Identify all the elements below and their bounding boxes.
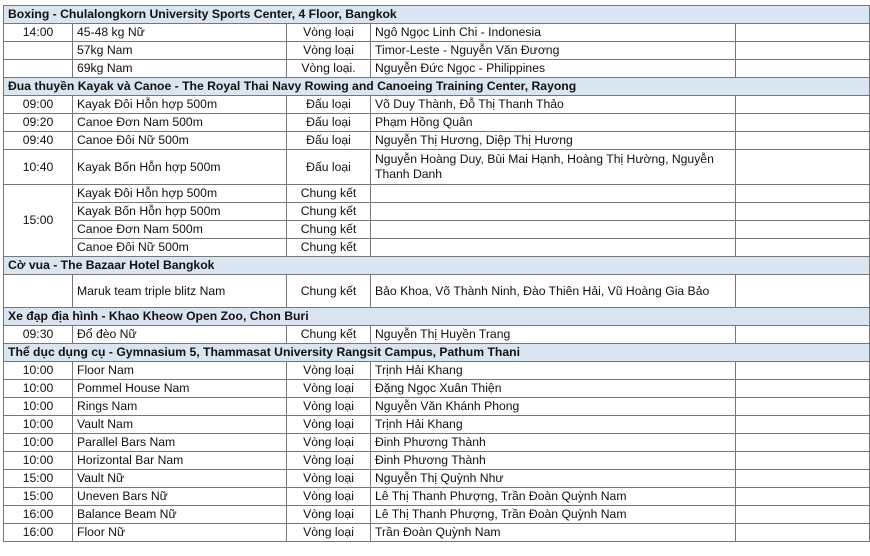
empty-cell[interactable] — [736, 203, 870, 221]
athletes-cell[interactable]: Đinh Phương Thành — [371, 452, 736, 470]
section-header-canoe — [4, 78, 870, 96]
empty-cell[interactable] — [736, 362, 870, 380]
time-cell[interactable]: 10:00 — [4, 362, 73, 380]
stage-cell[interactable]: Chung kết — [287, 221, 371, 239]
time-cell[interactable]: 10:00 — [4, 380, 73, 398]
athletes-cell[interactable] — [371, 239, 736, 257]
stage-cell[interactable]: Vòng loại — [287, 416, 371, 434]
section-header-gymnastics — [4, 344, 870, 362]
athletes-cell[interactable]: Ngô Ngọc Linh Chi - Indonesia — [371, 24, 736, 42]
athletes-cell[interactable]: Đinh Phương Thành — [371, 434, 736, 452]
athletes-cell[interactable]: Nguyễn Đức Ngọc - Philippines — [371, 60, 736, 78]
stage-cell[interactable]: Vòng loại — [287, 506, 371, 524]
event-cell[interactable]: Floor Nữ — [73, 524, 287, 542]
athletes-cell[interactable]: Nguyễn Thị Huyền Trang — [371, 326, 736, 344]
athletes-cell[interactable]: Trịnh Hải Khang — [371, 416, 736, 434]
table-row — [4, 239, 870, 257]
empty-cell[interactable] — [736, 452, 870, 470]
empty-cell[interactable] — [736, 524, 870, 542]
time-cell[interactable]: 16:00 — [4, 506, 73, 524]
stage-cell[interactable]: Đấu loại — [287, 96, 371, 114]
table-row — [4, 132, 870, 150]
athletes-cell[interactable]: Nguyễn Thị Hương, Diệp Thị Hương — [371, 132, 736, 150]
table-row — [4, 221, 870, 239]
stage-cell[interactable]: Chung kết — [287, 239, 371, 257]
empty-cell[interactable] — [736, 434, 870, 452]
empty-cell[interactable] — [736, 96, 870, 114]
time-cell[interactable]: 15:00 — [4, 470, 73, 488]
empty-cell[interactable] — [736, 132, 870, 150]
empty-cell[interactable] — [736, 380, 870, 398]
stage-cell[interactable]: Chung kết — [287, 185, 371, 203]
section-header-chess — [4, 257, 870, 275]
event-cell[interactable]: Canoe Đôi Nữ 500m — [73, 239, 287, 257]
table-row — [4, 380, 870, 398]
event-cell[interactable]: Canoe Đơn Nam 500m — [73, 114, 287, 132]
empty-cell[interactable] — [736, 470, 870, 488]
time-cell[interactable]: 09:30 — [4, 326, 73, 344]
empty-cell[interactable] — [736, 326, 870, 344]
stage-cell[interactable]: Đấu loại — [287, 132, 371, 150]
table-row — [4, 452, 870, 470]
empty-cell[interactable] — [736, 185, 870, 203]
stage-cell[interactable]: Đấu loại — [287, 150, 371, 185]
table-row — [4, 434, 870, 452]
empty-cell[interactable] — [736, 42, 870, 60]
table-row — [4, 24, 870, 42]
stage-cell[interactable]: Chung kết — [287, 203, 371, 221]
time-cell[interactable]: 10:40 — [4, 150, 73, 185]
empty-cell[interactable] — [736, 488, 870, 506]
athletes-cell[interactable]: Nguyễn Thị Quỳnh Như — [371, 470, 736, 488]
event-cell[interactable]: Balance Beam Nữ — [73, 506, 287, 524]
section-header-cycling — [4, 308, 870, 326]
stage-cell[interactable]: Vòng loại — [287, 488, 371, 506]
table-row — [4, 96, 870, 114]
time-cell[interactable] — [4, 60, 73, 78]
athletes-cell[interactable]: Lê Thị Thanh Phượng, Trần Đoàn Quỳnh Nam — [371, 488, 736, 506]
empty-cell[interactable] — [736, 221, 870, 239]
table-row — [4, 114, 870, 132]
event-cell[interactable]: 57kg Nam — [73, 42, 287, 60]
stage-cell[interactable]: Vòng loại — [287, 380, 371, 398]
event-cell[interactable]: Floor Nam — [73, 362, 287, 380]
event-cell[interactable]: Kayak Bốn Hỗn hợp 500m — [73, 150, 287, 185]
empty-cell[interactable] — [736, 60, 870, 78]
stage-cell[interactable]: Vòng loại — [287, 452, 371, 470]
athletes-cell[interactable] — [371, 221, 736, 239]
section-title: Cờ vua - The Bazaar Hotel Bangkok — [4, 257, 870, 275]
event-cell[interactable]: Maruk team triple blitz Nam — [73, 275, 287, 308]
table-row — [4, 60, 870, 78]
table-row — [4, 275, 870, 308]
event-cell[interactable]: 69kg Nam — [73, 60, 287, 78]
time-cell[interactable]: 10:00 — [4, 434, 73, 452]
event-cell[interactable]: Vault Nam — [73, 416, 287, 434]
event-cell[interactable]: Parallel Bars Nam — [73, 434, 287, 452]
athletes-cell[interactable]: Nguyễn Văn Khánh Phong — [371, 398, 736, 416]
stage-cell[interactable]: Vòng loại — [287, 434, 371, 452]
schedule-table — [3, 5, 870, 542]
table-row — [4, 203, 870, 221]
stage-cell[interactable]: Chung kết — [287, 326, 371, 344]
empty-cell[interactable] — [736, 114, 870, 132]
empty-cell[interactable] — [736, 24, 870, 42]
table-row — [4, 416, 870, 434]
athletes-cell[interactable] — [371, 185, 736, 203]
table-row — [4, 326, 870, 344]
time-cell[interactable]: 10:00 — [4, 416, 73, 434]
athletes-cell[interactable]: Lê Thị Thanh Phượng, Trần Đoàn Quỳnh Nam — [371, 506, 736, 524]
empty-cell[interactable] — [736, 398, 870, 416]
section-title: Boxing - Chulalongkorn University Sports Center, 4 Floor, Bangkok — [4, 6, 870, 24]
section-header-boxing — [4, 6, 870, 24]
athletes-cell[interactable]: Nguyễn Hoàng Duy, Bùi Mai Hạnh, Hoàng Thị Hường, Nguyễn Thanh Danh — [371, 150, 736, 185]
section-title: Xe đạp địa hình - Khao Kheow Open Zoo, Chon Buri — [4, 308, 870, 326]
table-row — [4, 150, 870, 185]
time-cell[interactable] — [4, 42, 73, 60]
table-row — [4, 398, 870, 416]
athletes-cell[interactable]: Võ Duy Thành, Đỗ Thị Thanh Thảo — [371, 96, 736, 114]
time-cell[interactable] — [4, 275, 73, 308]
table-row — [4, 185, 870, 203]
athletes-cell[interactable]: Đặng Ngọc Xuân Thiện — [371, 380, 736, 398]
event-cell[interactable]: 45-48 kg Nữ — [73, 24, 287, 42]
time-cell[interactable]: 14:00 — [4, 24, 73, 42]
time-cell[interactable]: 10:00 — [4, 452, 73, 470]
stage-cell[interactable]: Vòng loại — [287, 398, 371, 416]
event-cell[interactable]: Kayak Đôi Hỗn hợp 500m — [73, 185, 287, 203]
section-title: Thể dục dụng cụ - Gymnasium 5, Thammasat University Rangsit Campus, Pathum Thani — [4, 344, 870, 362]
stage-cell[interactable]: Vòng loại — [287, 470, 371, 488]
empty-cell[interactable] — [736, 275, 870, 308]
event-cell[interactable]: Rings Nam — [73, 398, 287, 416]
empty-cell[interactable] — [736, 506, 870, 524]
event-cell[interactable]: Canoe Đôi Nữ 500m — [73, 132, 287, 150]
stage-cell[interactable]: Vòng loại — [287, 24, 371, 42]
stage-cell[interactable]: Chung kết — [287, 275, 371, 308]
event-cell[interactable]: Uneven Bars Nữ — [73, 488, 287, 506]
stage-cell[interactable]: Đấu loại — [287, 114, 371, 132]
event-cell[interactable]: Vault Nữ — [73, 470, 287, 488]
empty-cell[interactable] — [736, 239, 870, 257]
stage-cell[interactable]: Vòng loại. — [287, 60, 371, 78]
event-cell[interactable]: Pommel House Nam — [73, 380, 287, 398]
section-title: Đua thuyền Kayak và Canoe - The Royal Thai Navy Rowing and Canoeing Training Center, Rayong — [4, 78, 870, 96]
athletes-cell[interactable]: Timor-Leste - Nguyễn Văn Đương — [371, 42, 736, 60]
time-cell[interactable]: 09:20 — [4, 114, 73, 132]
table-row — [4, 524, 870, 542]
time-cell[interactable]: 15:00 — [4, 488, 73, 506]
table-row — [4, 42, 870, 60]
time-cell[interactable]: 09:40 — [4, 132, 73, 150]
athletes-cell[interactable]: Phạm Hồng Quân — [371, 114, 736, 132]
athletes-cell[interactable] — [371, 203, 736, 221]
athletes-cell[interactable]: Bảo Khoa, Võ Thành Ninh, Đào Thiên Hải, Vũ Hoàng Gia Bảo — [371, 275, 736, 308]
time-cell[interactable]: 10:00 — [4, 398, 73, 416]
table-row — [4, 506, 870, 524]
stage-cell[interactable]: Vòng loại — [287, 42, 371, 60]
time-cell[interactable]: 09:00 — [4, 96, 73, 114]
event-cell[interactable]: Đổ đèo Nữ — [73, 326, 287, 344]
stage-cell[interactable]: Vòng loại — [287, 524, 371, 542]
empty-cell[interactable] — [736, 150, 870, 185]
stage-cell[interactable]: Vòng loại — [287, 362, 371, 380]
event-cell[interactable]: Kayak Đôi Hỗn hợp 500m — [73, 96, 287, 114]
event-cell[interactable]: Horizontal Bar Nam — [73, 452, 287, 470]
table-row — [4, 470, 870, 488]
event-cell[interactable]: Canoe Đơn Nam 500m — [73, 221, 287, 239]
time-cell[interactable]: 16:00 — [4, 524, 73, 542]
athletes-cell[interactable]: Trần Đoàn Quỳnh Nam — [371, 524, 736, 542]
table-row — [4, 362, 870, 380]
event-cell[interactable]: Kayak Bốn Hỗn hợp 500m — [73, 203, 287, 221]
athletes-cell[interactable]: Trịnh Hải Khang — [371, 362, 736, 380]
empty-cell[interactable] — [736, 416, 870, 434]
time-cell[interactable]: 15:00 — [4, 185, 73, 257]
table-row — [4, 488, 870, 506]
